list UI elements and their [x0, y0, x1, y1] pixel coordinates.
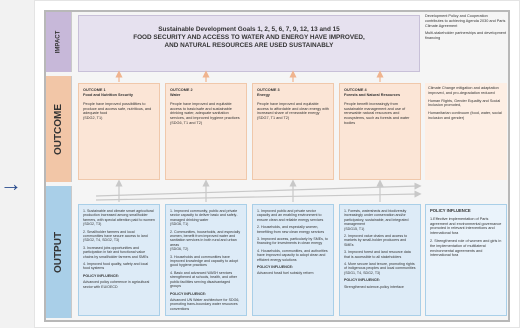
impact-goals-line: Sustainable Development Goals 1, 2, 5, 6, 7, 9, 12, 13 and 15 — [158, 26, 340, 33]
output-item: 2. Communities, households, and especially women, benefit from improved water and sanitation services in both rural and urban areas (SDG6, T2) — [170, 229, 241, 252]
output-item: 2. Smallholder farmers and local communities have secure access to land (SDG2, T4, SDG2, T3) — [83, 229, 148, 243]
output-side-item: 1.Effective implementation of Paris agreement and environmental governance promoted in relevant interventions and international fora — [430, 216, 502, 236]
policy-influence-text: Advanced fossil fuel subsidy reform — [257, 271, 314, 276]
impact-side-note: Development Policy and Cooperation contributes to achieving Agenda 2030 and Paris Climate Agreement — [425, 14, 506, 28]
output-item: 2. Households, and especially women, benefiting from new clean energy services — [257, 225, 325, 234]
output-item: 4. Basic and advanced WASH services strengthened at schools, health, and other public facilities serving disadvantaged groups — [170, 270, 238, 289]
output-item: 4. Improved food quality, safety and local food systems — [83, 262, 149, 271]
output-item: 3. Increased jobs opportunities and participation in fair and functional value chains by smallholder farmers and SMEs — [83, 245, 149, 259]
output-to-outcome-arrows — [96, 183, 418, 202]
outcome-side-note: Human Rights, Gender Equality and Social Inclusion promoted, — [428, 98, 501, 108]
policy-influence-label: POLICY INFLUENCE: — [170, 291, 207, 296]
output-item: 3. Households and communities have improved knowledge and capacity to adopt good hygiene practices — [170, 254, 239, 268]
impact-title-line-2: AND NATURAL RESOURCES ARE USED SUSTAINABLY — [164, 42, 334, 49]
entry-arrow-icon: → — [0, 171, 22, 196]
output-item: 1. Forests, watersheds and biodiversity increasingly under conservation and/or participatory, sustainable, and integrated management (SDG15, T1) — [344, 209, 409, 231]
outcome-text: People benefit increasingly from sustainable management and use of renewable natural resources and ecosystems, such as forests and water bodies — [344, 102, 410, 125]
outcome-heading: OUTCOME 1 Food and Nutrition Security — [83, 88, 133, 97]
output-item: 1. Improved community, public and private sector capacity to deliver basic and safely-managed drinking water (SDG6, T1) — [170, 209, 238, 227]
output-item: 3. Improved access, particularly by SMEs, to financing for investments in clean energy — [257, 237, 328, 246]
outcome-to-impact-arrows — [119, 74, 380, 82]
outcome-side-note: Climate Change mitigation and adaptation improved, and pro-degradation reduced — [428, 86, 499, 95]
policy-influence-text: Advanced policy coherence in agricultural sector with EU/OECD — [83, 280, 150, 289]
impact-band-label: IMPACT — [46, 12, 72, 72]
output-band-label: OUTPUT — [46, 186, 72, 318]
output-item: 4. Households, communities, and authorities have improved capacity to adopt clean and efficient energy solutions — [257, 248, 328, 262]
policy-influence-label: POLICY INFLUENCE — [430, 208, 471, 213]
outcome-heading: OUTCOME 4 Forests and Natural Resources — [344, 88, 401, 97]
outcome-side-note: Humanitarian continuum (food, water, social inclusion and gender) — [428, 111, 502, 120]
outcome-text: People have improved and equitable access to basic/safe and sustainable drinking water, adequate sanitation services, and improved hygiene practices (SDG6, T1 and T2) — [170, 102, 240, 125]
policy-influence-text: Strengthened science-policy interface — [344, 284, 404, 289]
policy-influence-label: POLICY INFLUENCE: — [257, 265, 294, 270]
outcome-heading: OUTCOME 2 Water — [170, 88, 193, 97]
outcome-text: People have improved possibilities to produce and access safe, nutritious, and adequate food (SDG2, T1) — [83, 102, 152, 120]
policy-influence-label: POLICY INFLUENCE: — [83, 273, 120, 278]
output-item: 1. Improved public and private sector capacity and an enabling environment to ensure clean and reliable energy services — [257, 209, 324, 222]
output-item: 4. More secure land tenure, promoting rights of indigenous peoples and local communities (SDG1, T4, SDG2, T3) — [344, 262, 416, 275]
output-item: 2. Improved value chains and access to markets by small-holder producers and SMEs — [344, 234, 408, 247]
impact-title-line-1: FOOD SECURITY AND ACCESS TO WATER AND ENERGY HAVE IMPROVED, — [133, 34, 365, 41]
output-item: 1. Sustainable and climate smart agricultural production increased among smallholder farmers, with special attention paid to women (SDG2, T3) — [83, 209, 155, 227]
output-side-item: 2. Strengthened role of women and girls in the implementation of multilateral environmental agreements and international fora — [430, 238, 502, 258]
impact-side-note: Multi-stakeholder partnerships and development financing — [425, 31, 507, 41]
outcome-band-label: OUTCOME — [46, 76, 72, 182]
output-item: 3. Improved forest and land resource data that is accessible to all stakeholders — [344, 250, 411, 259]
outcome-heading: OUTCOME 3 Energy — [257, 88, 280, 97]
outcome-text: People have improved and equitable access to affordable and clean energy with increased share of renewable energy (SDG7, T1 and T2) — [257, 102, 329, 120]
policy-influence-label: POLICY INFLUENCE: — [344, 278, 381, 283]
policy-influence-text: Advanced UN Water architecture for SDG6, promoting trans-boundary water resources conventions — [170, 297, 240, 311]
